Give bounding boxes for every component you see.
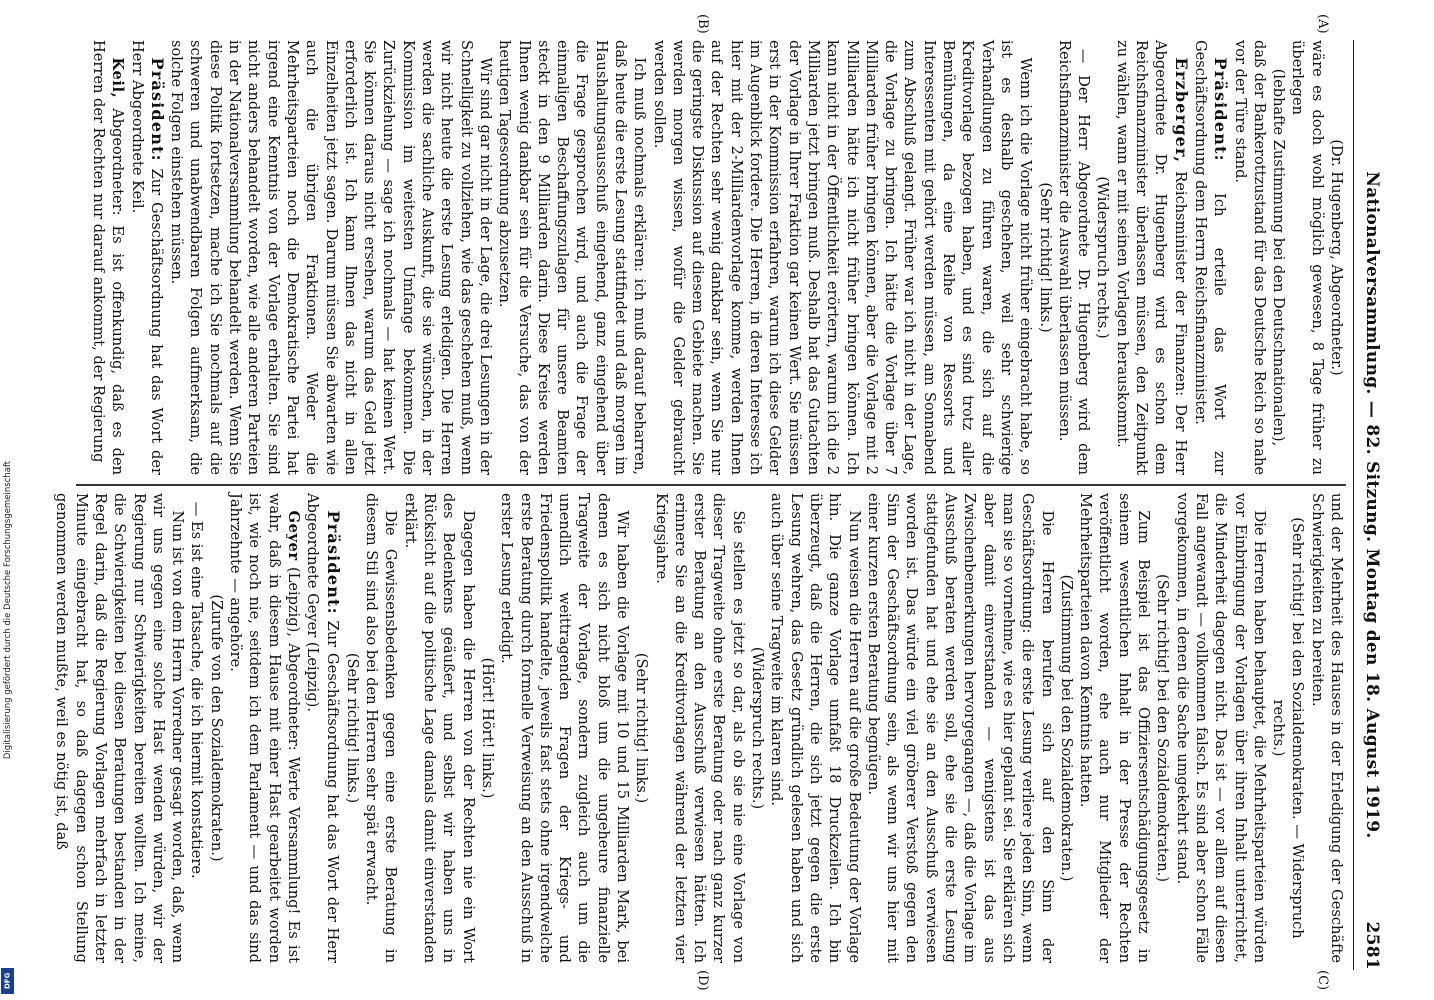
paragraph-text: Die Herren berufen sich auf den Sinn der Geschäftsordnung: die erste Lesung verliere jeden Sinn, wenn man sie so vornehme, wie es hier geplant sei. Sie erklären sich aber damit einverstanden — wenigstens ist das aus Zwischenbemerkungen hervorgegangen —, daß die Vorlage im Ausschuß beraten werden soll, ehe sie die erste Lesung stattgefunden hat und ehe sie an den Ausschuß verwiesen worden ist. Das würde ein viel gröberer Verstoß gegen den Sinn der Geschäftsordnung sein, als wenn wir uns hier mit einer kurzen ersten Beratung begnügen. bbox=[864, 493, 1056, 963]
paragraph bbox=[1076, 493, 1153, 963]
paragraph-text: daß der Bankerottzustand für das Deutsche Reich so nahe vor der Türe stand. bbox=[1231, 40, 1268, 475]
paragraph bbox=[400, 493, 477, 963]
paragraph-text: Wir haben die Vorlage mit 10 und 15 Milliarden Mark, bei denen es sich nicht bloß um die ungeheure finanzielle Tragweite der Vorlage, sondern zugleich auch um die unendlich weittragenden Fragen der Kriegs- und Friedenspolitik handelte, jeweils fast stets ohne irgendwelche erste Beratung durch formelle Verweisung an den Ausschuß in erster Lesung erledigt. bbox=[498, 493, 632, 963]
paragraph bbox=[343, 493, 362, 963]
right-column bbox=[53, 493, 1346, 963]
paragraph-text: Dagegen haben die Herren von der Rechten nie ein Wort des Bedenkens geäußert, und selbst wir haben uns in Rücksicht auf die politische Lage damals damit einverstanden erklärt. bbox=[401, 493, 477, 963]
paragraph-text: Abgeordneter: Es ist offenkundig, daß es den Herren der Rechten nur darauf ankommt, der Regierung bbox=[90, 40, 127, 475]
page-header bbox=[1353, 40, 1388, 970]
paragraph bbox=[303, 493, 343, 963]
paragraph-text: wäre es doch wohl möglich gewesen, 8 Tage früher zu überlegen bbox=[1289, 40, 1326, 475]
paragraph bbox=[1307, 493, 1346, 963]
paragraph-text: Sie stellen es jetzt so dar, als ob sie nie eine Vorlage von dieser Tragweite ohne erste Beratung oder nach ganz kurzer erster Beratung an den Ausschuß verwiesen hätten. Ich erinnere Sie an die Kreditvorlagen während der letzten vier Kriegsjahre. bbox=[652, 493, 747, 963]
header-title: Nationalversammlung. — 82. Sitzung. Montag den 18. August 1919. bbox=[1362, 171, 1382, 839]
paragraph-text: Zum Beispiel ist das Offiziersentschädigungsgesetz in seinem wesentlichen Inhalt in der Presse der Rechten veröffentlicht worden, ehe auch nur Mitglieder der Mehrheitsparteien davon Kenntnis hatten. bbox=[1077, 493, 1153, 963]
speaker-name: Präsident: bbox=[323, 510, 343, 615]
paragraph-text: (Sehr richtig! links.) bbox=[343, 652, 361, 804]
paragraph bbox=[495, 40, 649, 475]
paragraph bbox=[1269, 493, 1308, 963]
paragraph-text: Zur Geschäftsordnung hat das Wort der Herr Abgeordnete Keil. bbox=[128, 40, 165, 475]
paragraph-text: (lebhafte Zustimmung bei den Deutschnationalen), bbox=[1270, 68, 1288, 447]
paragraph bbox=[1230, 40, 1269, 475]
paragraph bbox=[1269, 40, 1288, 475]
paragraph bbox=[1288, 40, 1327, 475]
paragraph bbox=[362, 493, 401, 963]
paragraph bbox=[497, 493, 632, 963]
paragraph bbox=[1057, 493, 1076, 963]
margin-marker-b: (B) bbox=[695, 14, 710, 34]
speaker-name: Keil, bbox=[109, 57, 127, 99]
page-number: 2581 bbox=[1362, 921, 1382, 970]
paragraph bbox=[127, 40, 167, 475]
paragraph bbox=[651, 493, 747, 963]
paragraph-text: (Dr. Hugenberg, Abgeordneter.) bbox=[1328, 139, 1345, 376]
paragraph-text: — Es ist eine Tatsache, die ich hiermit konstatiere. bbox=[188, 501, 206, 879]
document-page bbox=[53, 0, 1390, 1000]
paragraph-text: (Zurufe von den Sozialdemokraten.) bbox=[207, 594, 225, 862]
speaker-name: Präsident: bbox=[1211, 57, 1231, 162]
paragraph bbox=[89, 40, 128, 475]
speaker-name: Geyer bbox=[284, 510, 302, 561]
paragraph-text: (Hört! Hört! links.) bbox=[478, 657, 496, 799]
paragraph-text: Nun weisen die Herren auf die große Bedeutung der Vorlage hin. Die ganze Vorlage umfaßt 18 Druckzeilen. Ich bin überzeugt, daß die Herren, die sich jetzt gegen die erste Lesung wehren, das Gesetz gründlich gelesen haben und sich auch über seine Tragweite im klaren sind. bbox=[768, 493, 863, 963]
sidebar-credit bbox=[0, 0, 16, 1000]
paragraph bbox=[1035, 40, 1054, 475]
paragraph-text: Ich muß nochmals erklären: ich muß darauf beharren, daß heute die erste Lesung stattfindet und daß morgen im Haushaltungsausschuß eingehend, ganz eingehend über die Frage gesprochen wird, und auch die Frage der einmaligen Beschaffungszulagen für unsere Beamten steckt in den 9 Milliarden darin. Diese Kreise werden Ihnen wenig dankbar sein für die Versuche, das von der heutigen Tagesordnung abzusetzen. bbox=[496, 40, 649, 475]
paragraph bbox=[864, 493, 1057, 963]
paragraph bbox=[1172, 493, 1268, 963]
paragraph bbox=[1093, 40, 1112, 475]
paragraph bbox=[226, 493, 303, 963]
paragraph bbox=[1327, 40, 1346, 475]
left-column bbox=[62, 40, 1346, 475]
rotated-page bbox=[53, 0, 1390, 1000]
credit-text: Digitalisierung gefördert durch die Deutsche Forschungsgemeinschaft bbox=[3, 460, 13, 760]
paragraph-text: Ich erteile das Wort zur Geschäftsordnung dem Herrn Reichsfinanzminister. bbox=[1191, 40, 1229, 475]
paragraph-text: Die Herren haben behauptet, die Mehrheitsparteien würden vor Einbringung der Vorlagen über ihren Inhalt unterrichtet, die Minderheit dagegen nicht. Das ist — vor allem auf diesen Fall angewandt — vollkommen falsch. Es sind aber schon Fälle vorgekommen, in denen die Sache umgekehrt stand. bbox=[1173, 493, 1268, 963]
paragraph bbox=[1153, 493, 1172, 963]
paragraph-text: (Zustimmung bei den Sozialdemokraten.) bbox=[1057, 574, 1075, 882]
paragraph bbox=[1112, 40, 1190, 475]
margin-marker-c: (C) bbox=[1315, 970, 1330, 991]
paragraph-text: Die Gewissensbedenken gegen eine erste Beratung in diesem Stil sind also bei den Herren sehr spät erwacht. bbox=[363, 493, 400, 963]
paragraph bbox=[167, 40, 495, 475]
paragraph bbox=[478, 493, 497, 963]
paragraph bbox=[1055, 40, 1094, 475]
paragraph bbox=[748, 493, 767, 963]
paragraph-text: Reichsminister der Finanzen: Der Herr Abgeordnete Dr. Hugenberg wird es schon dem Reichsfinanzminister überlassen müssen, den Zeitpunkt zu wählen, wann er mit seinen Vorlagen herauskommt. bbox=[1113, 40, 1189, 475]
paragraph bbox=[767, 493, 863, 963]
paragraph-text: Nun ist von dem Herrn Vorredner gesagt worden, daß, wenn wir uns gegen eine solche Hast wenden würden, wir der Regierung nur Schwierigkeiten bereiten wollten. Ich meine, die Schwierigkeiten bei diesen Beratungen bestanden in der Regel darin, daß die Regierung Vorlagen mehrfach in letzter Minute eingebracht hat, so daß dagegen schon Stellung genommen werden mußte, weil es nötig ist, daß bbox=[53, 493, 187, 963]
paragraph-text: — Der Herr Abgeordnete Dr. Hugenberg wird dem Reichsfinanzminister die Auswahl überlassen müssen. bbox=[1055, 40, 1093, 475]
speaker-name: Erzberger, bbox=[1171, 57, 1191, 164]
dfg-logo: DFG bbox=[1, 968, 14, 994]
paragraph-text: (Sehr richtig! bei den Sozialdemokraten. — Widerspruch rechts.) bbox=[1270, 517, 1307, 939]
paragraph-text: und der Mehrheit des Hauses in der Erledigung der Geschäfte Schwierigkeiten zu bereiten. bbox=[1308, 493, 1345, 963]
margin-marker-d: (D) bbox=[695, 970, 710, 991]
paragraph-text: (Sehr richtig! links.) bbox=[1036, 182, 1054, 333]
paragraph bbox=[187, 493, 206, 963]
paragraph bbox=[206, 493, 225, 963]
paragraph-text: (Widerspruch rechts.) bbox=[1094, 176, 1112, 339]
paragraph-text: (Widerspruch rechts.) bbox=[749, 646, 767, 810]
speaker-name: Präsident: bbox=[147, 57, 167, 162]
paragraph-text: Wir sind gar nicht in der Lage, die drei Lesungen in der Schnelligkeit zu vollziehen, wie das geschehen muß, wenn wir nicht heute die erste Lesung erledigen. Die Herren werden die sachliche Auskunft, die sie wünschen, in der Kommission im weitesten Umfange bekommen. Die Zurückziehung — sage ich nochmals — hat keinen Wert. Sie können daraus nicht ersehen, warum das Geld jetzt erforderlich ist. Ich kann Ihnen das nicht in allen Einzelheiten jetzt sagen. Darum müssen Sie abwarten wie auch die übrigen Fraktionen. Weder die Mehrheitsparteien noch die Demokratische Partei hat irgend eine Kenntnis von der Vorlage erhalten. Sie sind nicht anders behandelt worden, wie alle anderen Parteien in der Nationalversammlung behandelt werden. Wenn Sie diese Politik fortsetzen, mache ich Sie nochmals auf die schweren und unabwendbaren Folgen aufmerksam, die solche Folgen einstehen müssen. bbox=[168, 40, 494, 475]
paragraph-text: Wenn ich die Vorlage nicht früher eingebracht habe, so ist es deshalb geschehen, weil sehr schwierige Verhandlungen zu führen waren, die sich auf die Kreditvorlage bezogen haben, und es sind trotz aller Bemühungen, da eine Reihe von Ressorts und Interessenten mit gehört werden müssen, am Sonnabend zum Abschluß gelangt. Früher war ich nicht in der Lage, die Vorlage zu bringen. Ich hätte die Vorlage über 7 Milliarden früher bringen können, aber die Vorlage mit 2 Milliarden hätte ich nicht früher bringen können. Ich kann nicht in der Öffentlichkeit erörtern, warum ich die 2 Milliarden jetzt bringen muß. Deshalb hat das Gutachten der Vorlage in Ihrer Fraktion gar keinen Wert. Sie müssen erst in der Kommission erfahren, warum ich diese Gelder im Augenblick fordere. Die Herren, in deren Interesse ich hier mit der 2-Milliardenvorlage komme, werden Ihnen auf der Rechten sehr wenig dankbar sein, wenn Sie nur die geringste Diskussion auf diesem Gebiete machen. Sie werden morgen wissen, wofür die Gelder gebraucht werden sollen. bbox=[650, 40, 1035, 475]
column-divider bbox=[76, 484, 1346, 486]
paragraph-text: (Leipzig), Abgeordneter: Werte Versammlung! Es ist wahr, daß in diesem Hause mit einer Hast gearbeitet worden ist, wie noch nie, seitdem ich dem Parlament — und das sind Jahrzehnte — angehöre. bbox=[227, 493, 302, 963]
paragraph bbox=[632, 493, 651, 963]
paragraph bbox=[52, 493, 187, 963]
paragraph-text: Zur Geschäftsordnung hat das Wort der Herr Abgeordnete Geyer (Leipzig). bbox=[304, 493, 341, 963]
paragraph-text: (Sehr richtig! links.) bbox=[633, 652, 651, 804]
paragraph-text: (Sehr richtig! bei den Sozialdemokraten.) bbox=[1154, 573, 1172, 883]
margin-marker-a: (A) bbox=[1315, 14, 1330, 34]
paragraph bbox=[1191, 40, 1231, 475]
paragraph bbox=[649, 40, 1035, 475]
